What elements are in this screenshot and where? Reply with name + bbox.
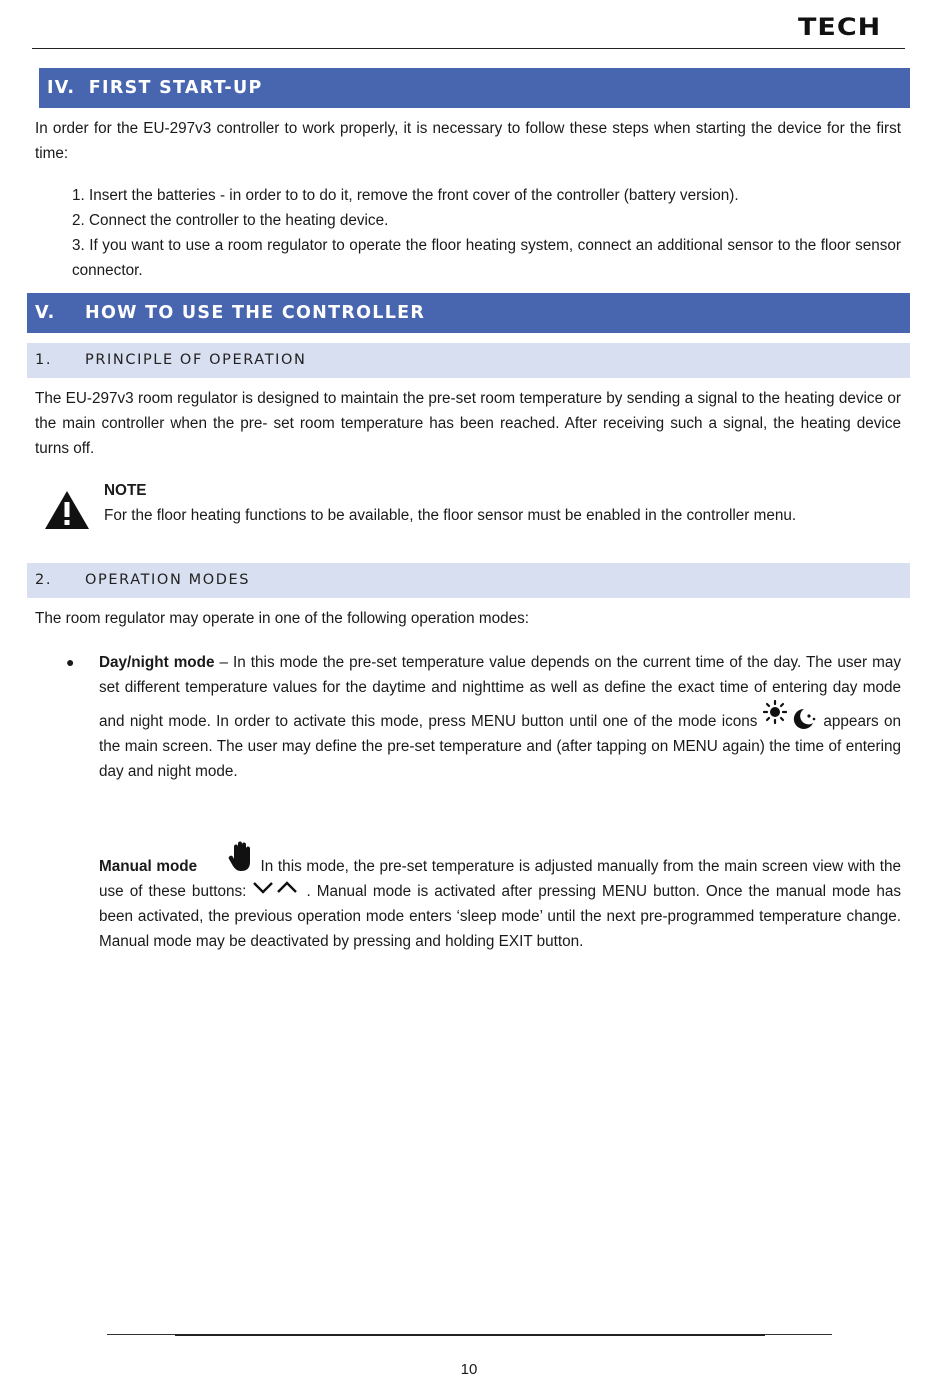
section-v-number: V. [35,303,56,323]
section-iv-heading [39,68,910,108]
section-iv-intro: In order for the EU-297v3 controller to work properly, it is necessary to follow these steps when starting the device for the first time: [35,120,901,162]
manual-mode-label: Manual mode [99,858,198,875]
section-v-heading [27,293,910,333]
manual-mode-text-1: In this mode, the pre-set temperature is adjusted manually from the main screen view with the use of these buttons: [99,858,902,900]
page-number: 10 [460,1361,478,1378]
header-divider [32,48,905,49]
subsection-2-title: OPERATION MODES [85,572,251,588]
step-2: 2. Connect the controller to the heating device. [72,212,389,229]
moon-icon [792,708,818,730]
daynight-mode-text-1: – In this mode the pre-set temperature value depends on the current time of the day. The user may set different temperature values for the daytime and nighttime as well as define the exact time of entering day mode and night mode. In order to activate this mode, press MENU button until one of the mode icons [99,654,901,730]
manual-mode-text-2: . Manual mode is activated after pressing MENU button. Once the manual mode has been activated, the previous operation mode enters ‘sleep mode’ until the next pre-programmed temperature change. Manual mode may be deactivated by pressing and holding EXIT button. [99,883,901,950]
subsection-2-number: 2. [35,572,53,588]
daynight-mode-label: Day/night mode [99,654,215,671]
subsection-1-number: 1. [35,352,53,368]
note-text: For the floor heating functions to be available, the floor sensor must be enabled in the controller menu. [104,507,797,524]
down-up-arrows-icon [252,880,300,896]
section-iv-number: IV. [47,78,76,98]
sun-icon [763,700,787,724]
subsection-1-heading [27,343,910,378]
step-3: 3. If you want to use a room regulator to operate the floor heating system, connect an additional sensor to the floor sensor connector. [72,237,901,279]
section-v-title: HOW TO USE THE CONTROLLER [85,303,426,323]
subsection-1-title: PRINCIPLE OF OPERATION [85,352,307,368]
bullet-dot: ● [66,654,75,670]
daynight-mode-paragraph [99,650,901,784]
manual-mode-paragraph [99,841,901,954]
hand-icon [228,841,256,873]
subsection-2-heading [27,563,910,598]
footer-divider-bold [175,1334,765,1336]
note-title: NOTE [104,482,147,499]
modes-intro: The room regulator may operate in one of the following operation modes: [35,610,530,627]
warning-icon [44,490,90,530]
step-1: 1. Insert the batteries - in order to to do it, remove the front cover of the controller (battery version). [72,187,739,204]
daynight-mode-text-2: appears on the main screen. The user may define the pre-set temperature and (after tapping on MENU again) the time of entering day and night mode. [99,713,902,780]
section-iv-title: FIRST START-UP [88,78,263,98]
brand-logo: TECH [798,13,882,42]
principle-text: The EU-297v3 room regulator is designed to maintain the pre-set room temperature by sending a signal to the heating device or the main controller when the pre- set room temperature has been reached. After receiving such a signal, the heating device turns off. [35,390,901,457]
